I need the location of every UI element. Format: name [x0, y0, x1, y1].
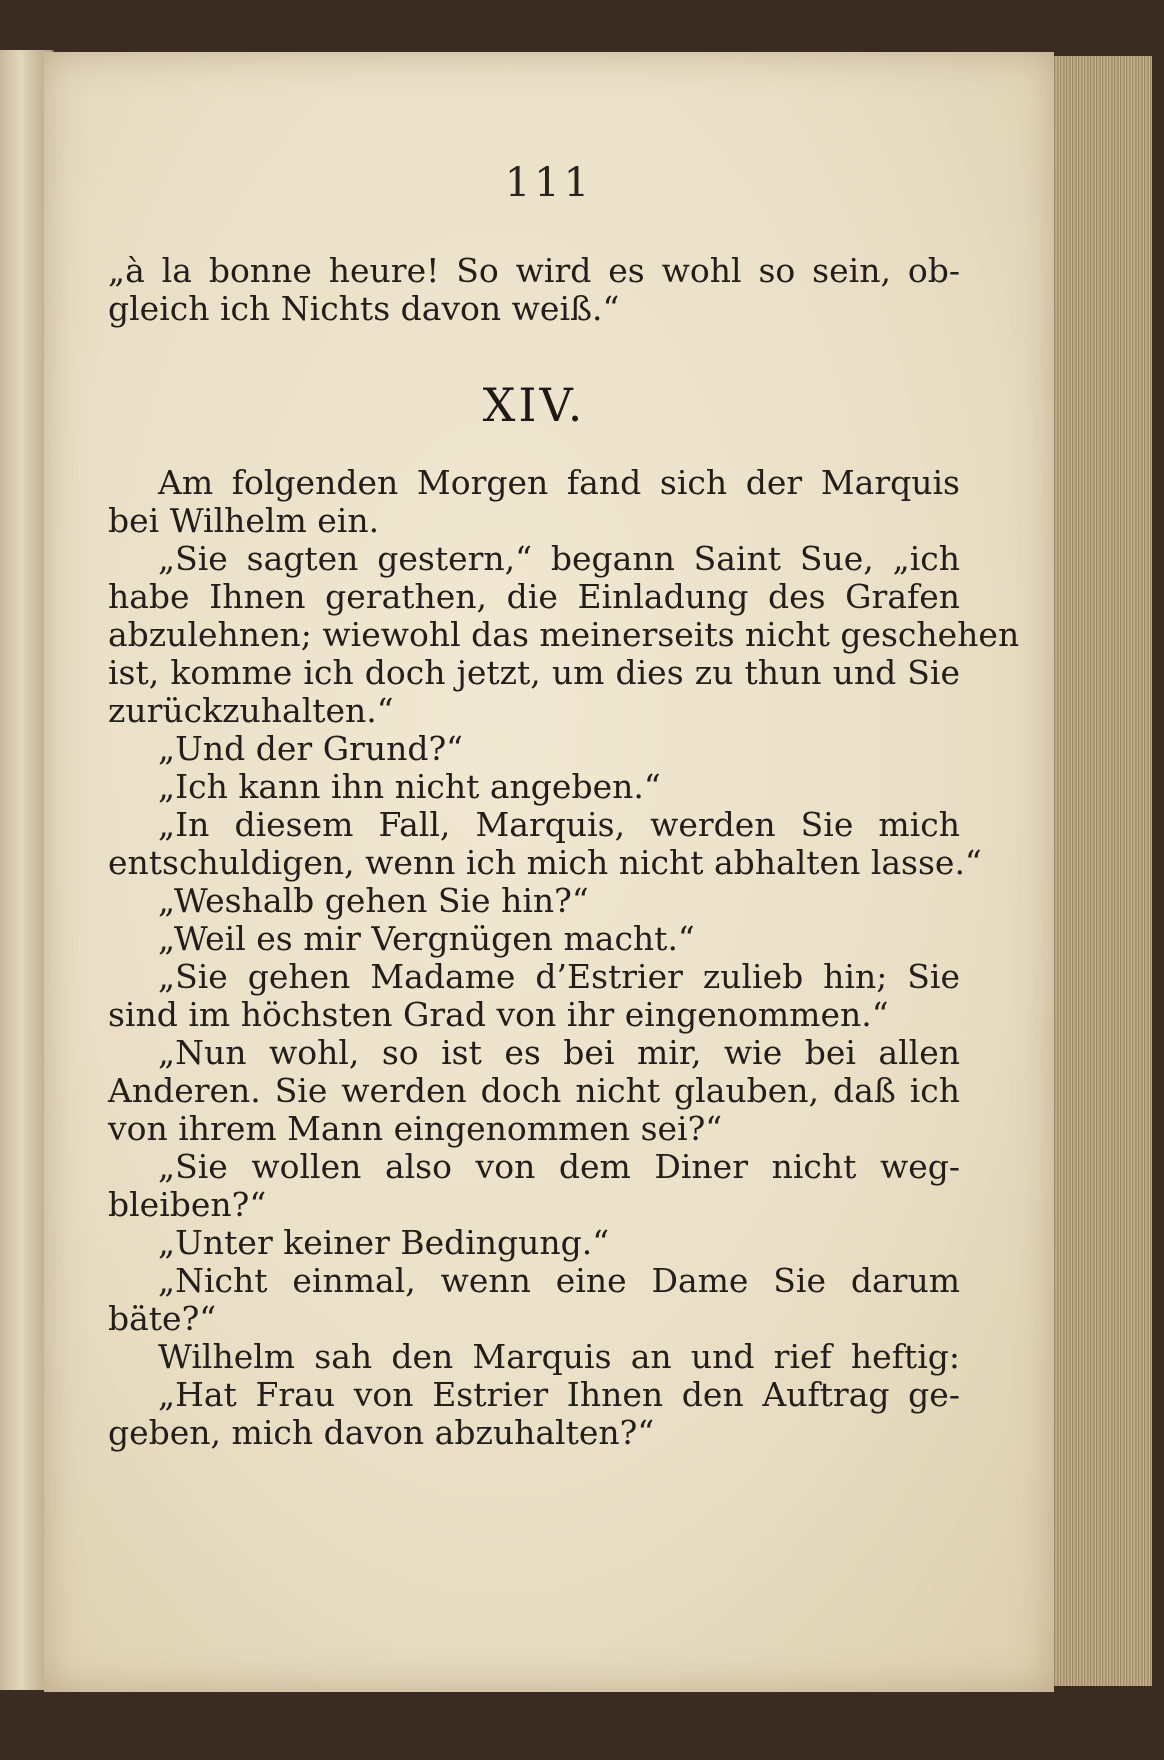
text-line: „Sie wollen also von dem Diner nicht weg- — [158, 1147, 960, 1186]
text-line: „Nicht einmal, wenn eine Dame Sie darum — [158, 1261, 960, 1300]
text-line: bei Wilhelm ein. — [108, 501, 380, 540]
text-line: „Sie gehen Madame d’Estrier zulieb hin; Sie — [158, 957, 960, 996]
chapter-heading: XIV. — [482, 378, 586, 432]
page-number: 111 — [504, 160, 594, 206]
text-line: „Unter keiner Bedingung.“ — [158, 1223, 610, 1262]
text-line: „Weshalb gehen Sie hin?“ — [158, 881, 589, 920]
text-line: habe Ihnen gerathen, die Einladung des Grafen — [108, 577, 960, 616]
text-line: Anderen. Sie werden doch nicht glauben, daß ich — [108, 1071, 960, 1110]
text-line: „Sie sagten gestern,“ begann Saint Sue, „ich — [158, 539, 960, 578]
page-stack-edge — [1040, 56, 1152, 1686]
text-line: „Hat Frau von Estrier Ihnen den Auftrag ge- — [158, 1375, 960, 1414]
text-line: „Ich kann ihn nicht angeben.“ — [158, 767, 661, 806]
text-line: geben, mich davon abzuhalten?“ — [108, 1413, 655, 1452]
text-line: Am folgenden Morgen fand sich der Marquis — [158, 463, 960, 502]
text-line: zurückzuhalten.“ — [108, 691, 394, 730]
text-line: bleiben?“ — [108, 1185, 267, 1224]
text-line: Wilhelm sah den Marquis an und rief heftig: — [158, 1337, 960, 1376]
text-line: von ihrem Mann eingenommen sei?“ — [108, 1109, 723, 1148]
text-line: gleich ich Nichts davon weiß.“ — [108, 289, 620, 328]
text-line: „Weil es mir Vergnügen macht.“ — [158, 919, 695, 958]
text-line: ist, komme ich doch jetzt, um dies zu thun und Sie — [108, 653, 960, 692]
text-line: abzulehnen; wiewohl das meinerseits nicht geschehen — [108, 615, 1020, 654]
text-line: „à la bonne heure! So wird es wohl so sein, ob- — [108, 251, 960, 290]
text-line: „In diesem Fall, Marquis, werden Sie mich — [158, 805, 960, 844]
book-page — [44, 52, 1054, 1692]
text-line: entschuldigen, wenn ich mich nicht abhalten lasse.“ — [108, 843, 982, 882]
page-text — [108, 251, 1020, 1452]
text-line: sind im höchsten Grad von ihr eingenommen.“ — [108, 995, 889, 1034]
text-line: „Nun wohl, so ist es bei mir, wie bei allen — [158, 1033, 960, 1072]
text-line: „Und der Grund?“ — [158, 729, 464, 768]
text-line: bäte?“ — [108, 1299, 217, 1338]
